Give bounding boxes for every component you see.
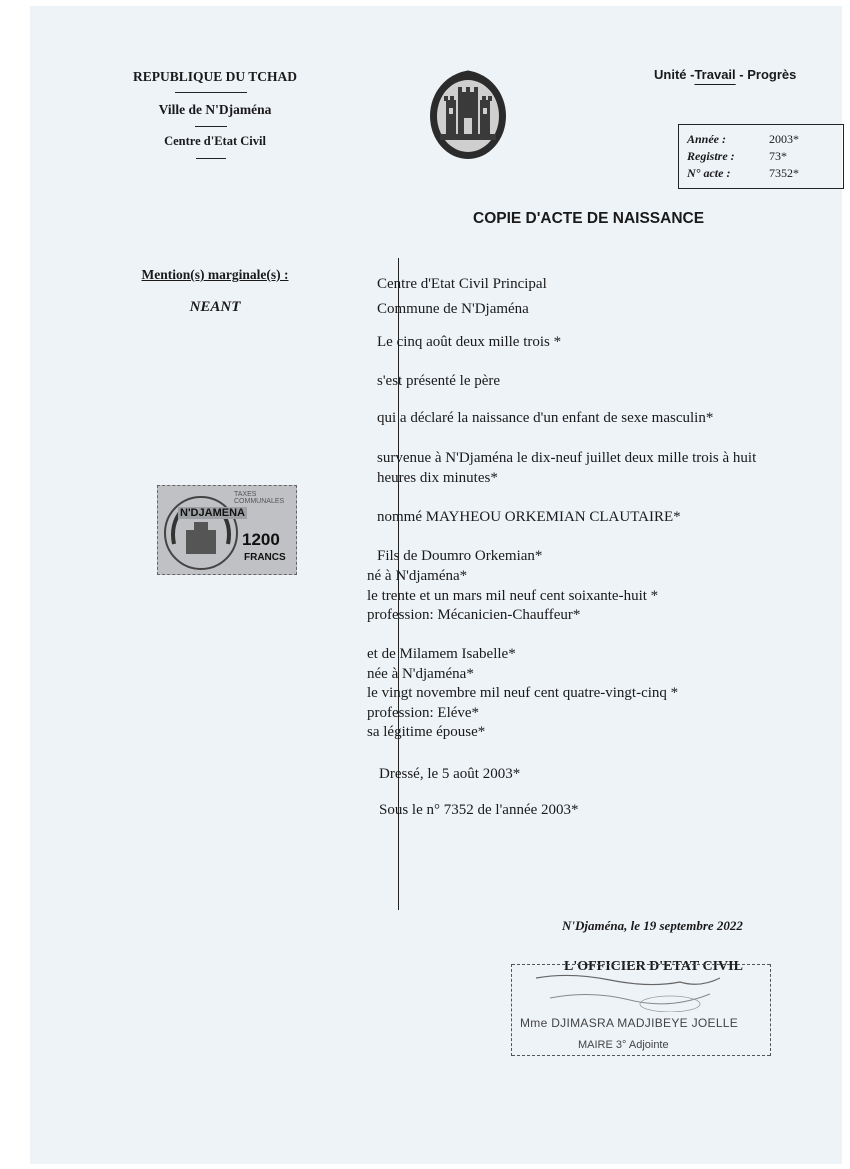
act-line-father-birthdate: le trente et un mars mil neuf cent soixante-huit * bbox=[367, 588, 659, 604]
header-divider bbox=[196, 158, 226, 159]
castle-emblem-icon bbox=[426, 66, 510, 162]
act-line-mother-profession: profession: Eléve* bbox=[367, 705, 480, 721]
header-divider bbox=[195, 126, 227, 127]
national-motto bbox=[654, 67, 796, 82]
year-value: 2003* bbox=[769, 132, 799, 146]
act-line-child-name: nommé MAYHEOU ORKEMIAN CLAUTAIRE* bbox=[377, 509, 681, 525]
act-line-father: Fils de Doumro Orkemian* bbox=[377, 548, 543, 564]
act-line-mother: et de Milamem Isabelle* bbox=[367, 646, 516, 662]
republic-heading: REPUBLIQUE DU TCHAD bbox=[132, 69, 298, 84]
register-value: 73* bbox=[769, 149, 787, 163]
margin-notes-value: NEANT bbox=[189, 299, 241, 315]
stamp-top-label: TAXES COMMUNALES bbox=[234, 491, 285, 505]
stamp-currency: FRANCS bbox=[244, 552, 286, 563]
signature-scribble-icon bbox=[530, 968, 730, 1012]
issue-place-date: N'Djaména, le 19 septembre 2022 bbox=[562, 918, 743, 933]
officer-title: L'OFFICIER D'ETAT CIVIL bbox=[564, 959, 743, 974]
reference-act-row bbox=[687, 165, 843, 182]
header-divider bbox=[175, 92, 247, 93]
act-number-value: 7352* bbox=[769, 166, 799, 180]
act-line-declared: qui a déclaré la naissance d'un enfant de sexe masculin* bbox=[377, 410, 714, 426]
year-label: Année : bbox=[687, 132, 726, 146]
act-line-number: Sous le n° 7352 de l'année 2003* bbox=[379, 802, 579, 818]
stamp-amount: 1200 bbox=[242, 530, 280, 549]
motto-work: Travail bbox=[694, 67, 736, 82]
act-line-mother-birthplace: née à N'djaména* bbox=[367, 666, 474, 682]
act-line-father-profession: profession: Mécanicien-Chauffeur* bbox=[367, 607, 581, 623]
officer-name: Mme DJIMASRA MADJIBEYE JOELLE bbox=[520, 1016, 739, 1030]
document-title: COPIE D'ACTE DE NAISSANCE bbox=[473, 210, 705, 227]
reference-year-row bbox=[687, 131, 843, 148]
document-page bbox=[30, 6, 842, 1164]
officer-role: MAIRE 3° Adjointe bbox=[578, 1039, 669, 1051]
stamp-emblem-icon bbox=[162, 494, 240, 572]
margin-notes-title: Mention(s) marginale(s) : bbox=[141, 267, 289, 282]
reference-register-row bbox=[687, 148, 843, 165]
act-line-born-time: heures dix minutes* bbox=[377, 470, 498, 486]
stamp-city: N'DJAMENA bbox=[180, 507, 245, 519]
motto-progress: - Progrès bbox=[735, 67, 797, 82]
act-line-presented: s'est présenté le père bbox=[377, 373, 501, 389]
act-number-label: N° acte : bbox=[687, 166, 731, 180]
act-line-born: survenue à N'Djaména le dix-neuf juillet deux mille trois à huit bbox=[377, 450, 757, 466]
signature-stamp bbox=[511, 964, 771, 1056]
tax-stamp bbox=[157, 485, 297, 575]
city-heading: Ville de N'Djaména bbox=[158, 102, 272, 117]
act-line-spouse: sa légitime épouse* bbox=[367, 724, 486, 740]
act-line-mother-birthdate: le vingt novembre mil neuf cent quatre-vingt-cinq * bbox=[367, 685, 679, 701]
register-label: Registre : bbox=[687, 149, 735, 163]
act-line-commune: Commune de N'Djaména bbox=[377, 301, 529, 317]
act-line-date: Le cinq août deux mille trois * bbox=[377, 334, 562, 350]
motto-unity: Unité - bbox=[654, 67, 695, 82]
act-line-drawn-up: Dressé, le 5 août 2003* bbox=[379, 766, 521, 782]
reference-box bbox=[678, 124, 844, 189]
act-line-center: Centre d'Etat Civil Principal bbox=[377, 276, 547, 292]
act-line-father-birthplace: né à N'djaména* bbox=[367, 568, 468, 584]
civil-center-heading: Centre d'Etat Civil bbox=[164, 134, 266, 148]
